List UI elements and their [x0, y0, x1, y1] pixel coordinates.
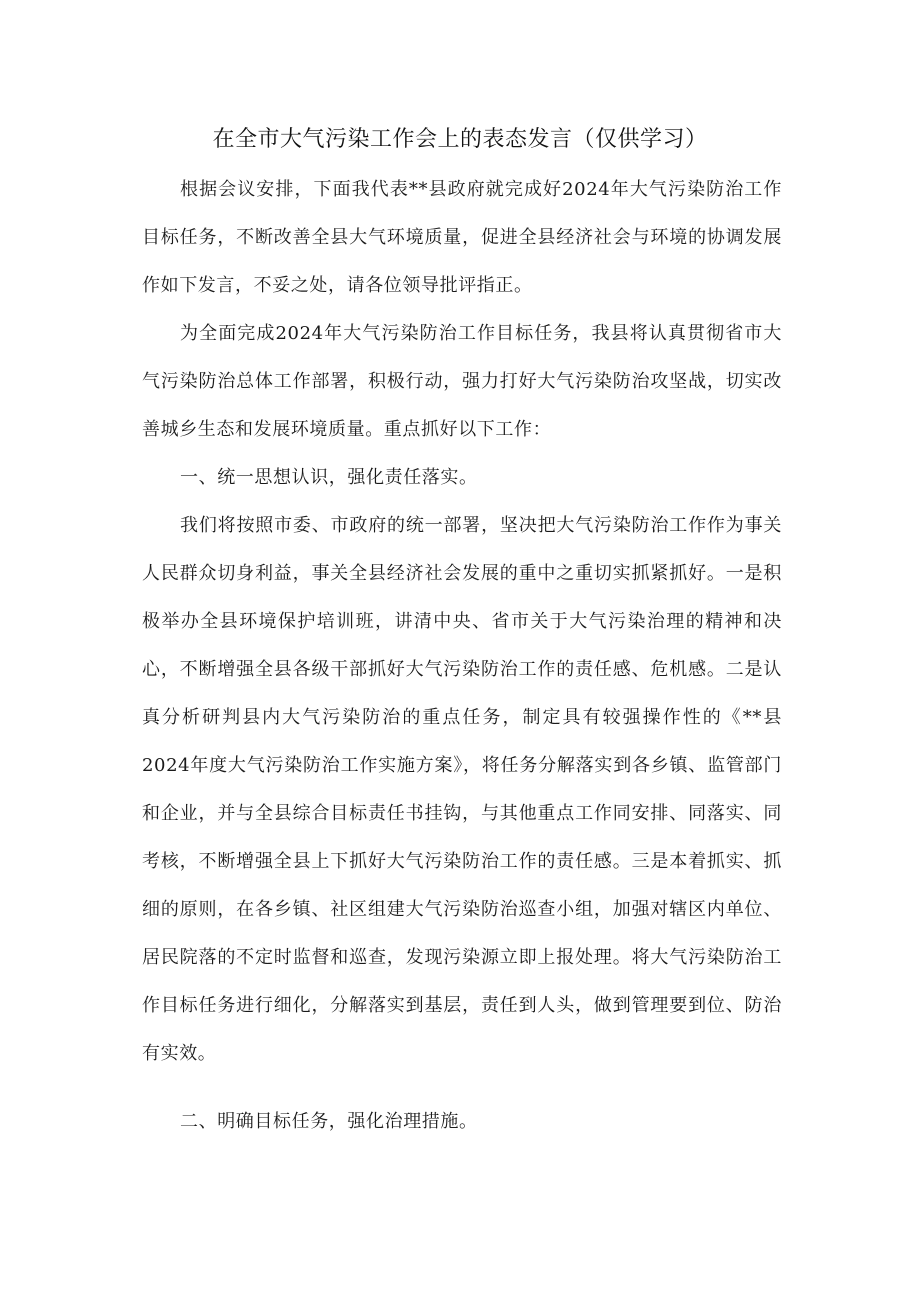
section-heading-1: 一、统一思想认识，强化责任落实。 [180, 467, 478, 488]
document-body [142, 166, 782, 1146]
overview-paragraph: 为全面完成2024年大气污染防治工作目标任务，我县将认真贯彻省市大气污染防治总体工作部署，积极行动，强力打好大气污染防治攻坚战，切实改善城乡生态和发展环境质量。重点抓好以下工作： [142, 323, 782, 440]
section-heading-2-wrap [142, 1098, 782, 1146]
intro-paragraph: 根据会议安排，下面我代表**县政府就完成好2024年大气污染防治工作目标任务，不断改善全县大气环境质量，促进全县经济社会与环境的协调发展作如下发言，不妥之处，请各位领导批评指正。 [142, 179, 782, 296]
section-heading-2: 二、明确目标任务，强化治理措施。 [180, 1111, 478, 1132]
document-title: 在全市大气污染工作会上的表态发言（仅供学习） [212, 127, 708, 152]
section-1-paragraph: 我们将按照市委、市政府的统一部署，坚决把大气污染防治工作作为事关人民群众切身利益，事关全县经济社会发展的重中之重切实抓紧抓好。一是积极举办全县环境保护培训班，讲清中央、省市关于大气污染治理的精神和决心，不断增强全县各级干部抓好大气污染防治工作的责任感、危机感。二是认真分析研判县内大气污染防治的重点任务，制定具有较强操作性的《**县2024年度大气污染防治工作实施方案》，将任务分解落实到各乡镇、监管部门和企业，并与全县综合目标责任书挂钩，与其他重点工作同安排、同落实、同考核，不断增强全县上下抓好大气污染防治工作的责任感。三是本着抓实、抓细的原则，在各乡镇、社区组建大气污染防治巡查小组，加强对辖区内单位、居民院落的不定时监督和巡查，发现污染源立即上报处理。将大气污染防治工作目标任务进行细化，分解落实到基层，责任到人头，做到管理要到位、防治有实效。 [142, 515, 782, 1064]
